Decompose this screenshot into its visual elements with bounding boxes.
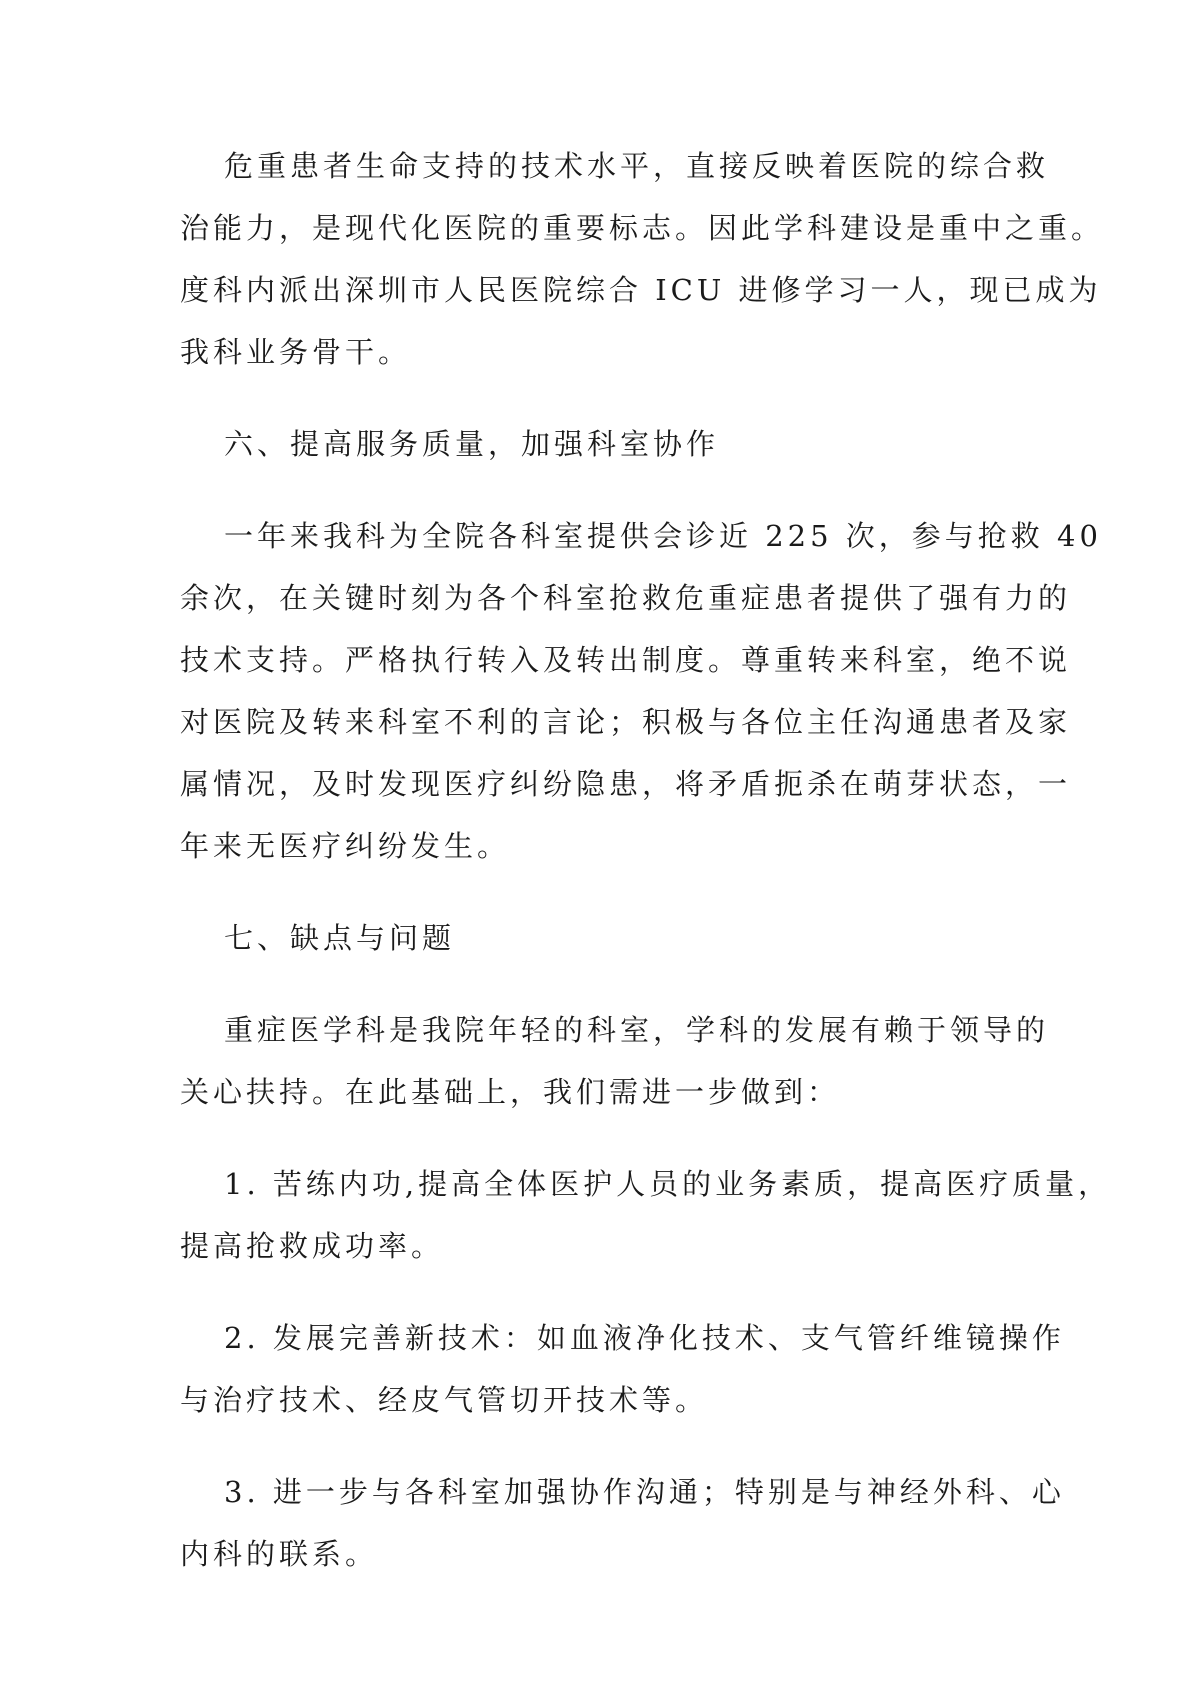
text-line: 1. 苦练内功,提高全体医护人员的业务素质，提高医疗质量， [224, 1167, 1112, 1201]
section-heading-7 [180, 907, 1020, 969]
text-line: 重症医学科是我院年轻的科室，学科的发展有赖于领导的 [224, 1013, 1050, 1047]
text-line: 对医院及转来科室不利的言论；积极与各位主任沟通患者及家 [180, 705, 1072, 739]
text-line: 与治疗技术、经皮气管切开技术等。 [180, 1383, 709, 1417]
text-line: 治能力，是现代化医院的重要标志。因此学科建设是重中之重。 [180, 211, 1105, 245]
text-line: 属情况，及时发现医疗纠纷隐患，将矛盾扼杀在萌芽状态，一 [180, 767, 1072, 801]
list-item-3 [180, 1461, 1065, 1585]
text-line: 我科业务骨干。 [180, 335, 412, 369]
text-line: 关心扶持。在此基础上，我们需进一步做到： [180, 1075, 841, 1109]
text-line: 3. 进一步与各科室加强协作沟通；特别是与神经外科、心 [224, 1475, 1065, 1509]
text-line: 余次，在关键时刻为各个科室抢救危重症患者提供了强有力的 [180, 581, 1072, 615]
list-item-2 [180, 1307, 1065, 1431]
heading-text: 六、提高服务质量，加强科室协作 [224, 427, 720, 461]
text-line: 提高抢救成功率。 [180, 1229, 445, 1263]
text-line: 度科内派出深圳市人民医院综合 ICU 进修学习一人，现已成为 [180, 273, 1102, 307]
section-heading-6 [180, 413, 1020, 475]
text-line: 一年来我科为全院各科室提供会诊近 225 次，参与抢救 40 [224, 519, 1102, 553]
paragraph-department [180, 999, 1050, 1123]
text-line: 危重患者生命支持的技术水平，直接反映着医院的综合救 [224, 149, 1050, 183]
text-line: 技术支持。严格执行转入及转出制度。尊重转来科室，绝不说 [180, 643, 1072, 677]
text-line: 2. 发展完善新技术：如血液净化技术、支气管纤维镜操作 [224, 1321, 1065, 1355]
heading-text: 七、缺点与问题 [224, 921, 456, 955]
paragraph-life-support [180, 135, 1105, 383]
document-body [180, 135, 1112, 1585]
text-line: 年来无医疗纠纷发生。 [180, 829, 511, 863]
text-line: 内科的联系。 [180, 1537, 379, 1571]
list-item-1 [180, 1153, 1112, 1277]
paragraph-consultation [180, 505, 1102, 877]
